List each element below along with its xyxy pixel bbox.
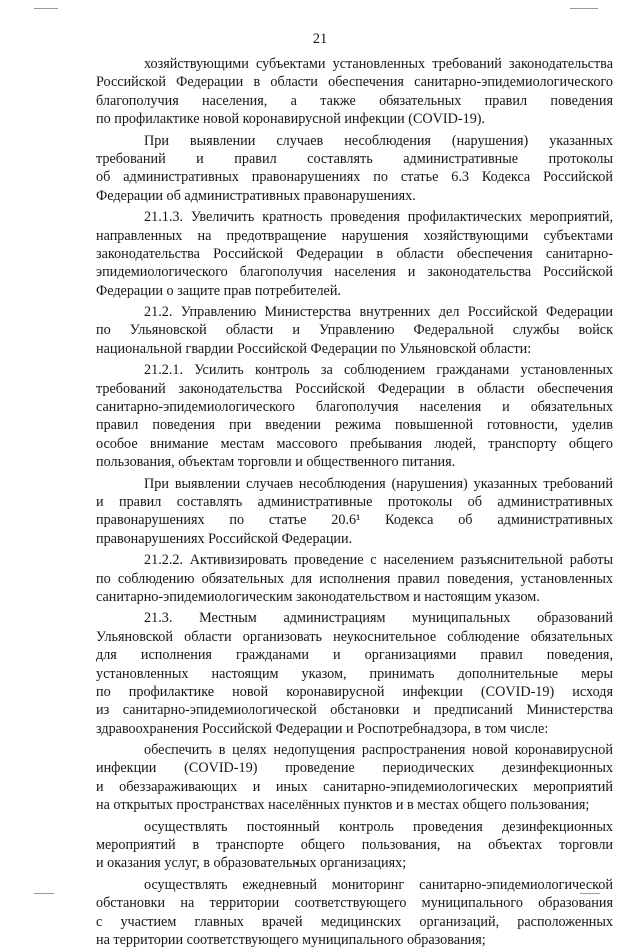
text-line: и обеззараживающих и иных санитарно-эпидемиологических мероприятий [96, 778, 613, 795]
text-line: 21.2. Управлению Министерства внутренних дел Российской Федерации [144, 304, 613, 321]
text-line: осуществлять постоянный контроль проведения дезинфекционных [144, 818, 613, 835]
scan-edge-mark [34, 8, 58, 9]
text-line: направленных на предотвращение нарушения хозяйствующими субъектами [96, 227, 613, 244]
paragraph [96, 303, 613, 358]
text-line: требований законодательства Российской Федерации в области обеспечения [96, 380, 613, 397]
text-line: 21.3. Местным администрациям муниципальных образований [144, 610, 613, 627]
text-line: для исполнения гражданами и организациями правил поведения, [96, 647, 613, 664]
text-line: и оказания услуг, в образовательных организациях; [96, 855, 407, 872]
text-line: на территории соответствующего муниципального образования; [96, 931, 486, 948]
text-line: эпидемиологического благополучия населения и законодательства Российской [96, 264, 613, 281]
text-line: Российской Федерации в области обеспечения санитарно-эпидемиологического [96, 74, 613, 91]
scan-edge-mark [570, 8, 598, 9]
text-line: 21.2.2. Активизировать проведение с населением разъяснительной работы [144, 552, 613, 569]
paragraph [96, 55, 613, 129]
text-line: При выявлении случаев несоблюдения (нарушения) указанных требований [144, 475, 613, 492]
paragraph [96, 818, 613, 873]
text-line: При выявлении случаев несоблюдения (нарушения) указанных [144, 132, 613, 149]
paragraph [96, 361, 613, 471]
paragraph [96, 132, 613, 206]
text-line: 21.2.1. Усилить контроль за соблюдением гражданами установленных [144, 362, 613, 379]
text-line: по профилактике новой коронавирусной инфекции (COVID-19). [96, 111, 486, 128]
text-line: на открытых пространствах населённых пунктов и в местах общего пользования; [96, 797, 590, 814]
text-line: Ульяновской области организовать неукоснительное соблюдение обязательных [96, 628, 613, 645]
text-line: по соблюдению обязательных для исполнения правил поведения, установленных [96, 570, 613, 587]
text-line: здравоохранения Российской Федерации и Роспотребнадзора, в том числе: [96, 720, 549, 737]
text-line: правонарушениях по статье 20.6¹ Кодекса об административных [96, 512, 613, 529]
text-line: 21.1.3. Увеличить кратность проведения профилактических мероприятий, [144, 209, 613, 226]
paragraph [96, 475, 613, 549]
paragraph [96, 609, 613, 738]
text-line: Федерации об административных правонарушениях. [96, 187, 416, 204]
text-line: об административных правонарушениях по статье 6.3 Кодекса Российской [96, 169, 613, 186]
text-line: санитарно-эпидемиологическим законодательством и настоящим указом. [96, 588, 540, 605]
text-line: пользования, объектам торговли и общественного питания. [96, 454, 456, 471]
text-line: с участием главных врачей медицинских организаций, расположенных [96, 913, 613, 930]
document-body [96, 55, 613, 949]
paragraph [96, 208, 613, 300]
text-line: правил поведения при введении режима повышенной готовности, уделив [96, 417, 613, 434]
text-line: законодательства Российской Федерации в области обеспечения санитарно- [96, 245, 613, 262]
text-line: благополучия населения, а также обязательных правил поведения [96, 92, 613, 109]
text-line: из санитарно-эпидемиологической обстановки и предписаний Министерства [96, 702, 613, 719]
text-line: установленных настоящим указом, принимать дополнительные меры [96, 665, 613, 682]
text-line: обеспечить в целях недопущения распространения новой коронавирусной [144, 742, 613, 759]
paragraph [96, 551, 613, 606]
paragraph [96, 876, 613, 949]
page-number: 21 [312, 31, 328, 47]
text-line: особое внимание местам массового пребывания людей, транспорту общего [96, 435, 613, 452]
text-line: хозяйствующими субъектами установленных требований законодательства [144, 56, 613, 72]
text-line: мероприятий в транспорте общего пользования, на объектах торговли [96, 837, 613, 854]
text-line: национальной гвардии Российской Федерации по Ульяновской области: [96, 340, 532, 357]
text-line: требований и правил составлять административные протоколы [96, 150, 613, 167]
text-line: санитарно-эпидемиологического благополучия населения и обязательных [96, 399, 613, 416]
text-line: инфекции (COVID-19) проведение периодических дезинфекционных [96, 760, 613, 777]
text-line: по Ульяновской области и Управлению Федеральной службы войск [96, 322, 613, 339]
text-line: по профилактике новой коронавирусной инфекции (COVID-19) исходя [96, 683, 613, 700]
text-line: правонарушениях Российской Федерации. [96, 530, 353, 547]
scan-edge-mark [34, 893, 54, 894]
text-line: обстановки на территории соответствующего муниципального образования [96, 895, 613, 912]
paragraph [96, 741, 613, 815]
text-line: Федерации о защите прав потребителей. [96, 282, 341, 299]
text-line: и правил составлять административные протоколы об административных [96, 493, 613, 510]
text-line: осуществлять ежедневный мониторинг санитарно-эпидемиологической [144, 876, 613, 893]
